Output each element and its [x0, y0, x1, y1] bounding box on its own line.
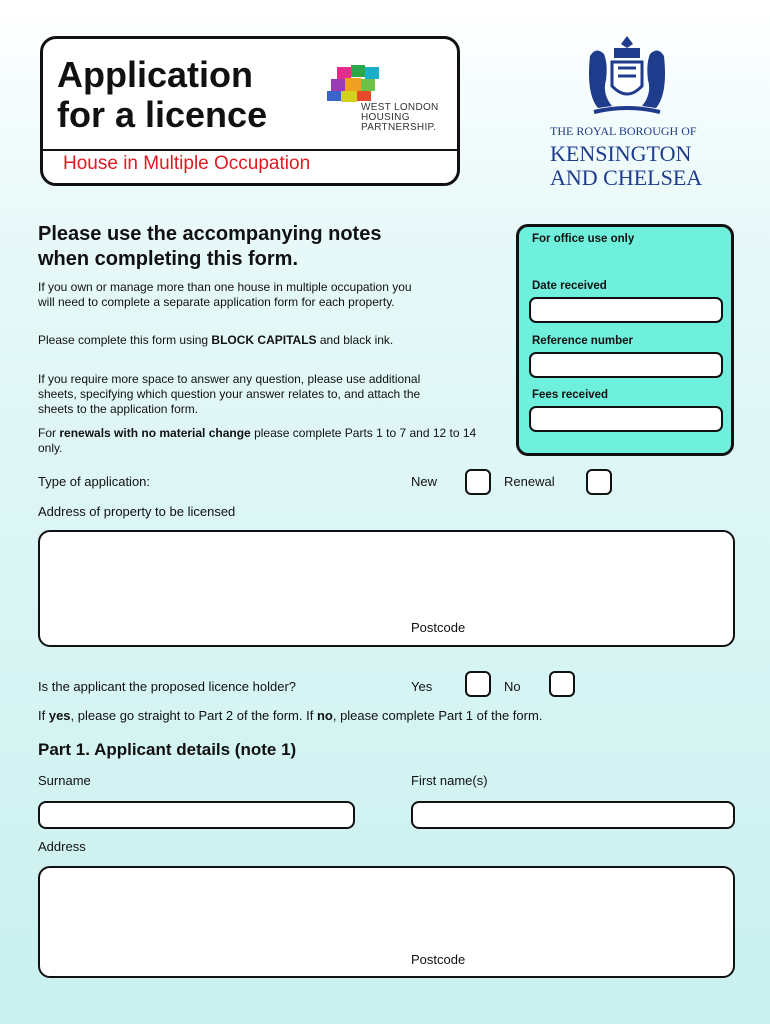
borough-name: KENSINGTON AND CHELSEA: [550, 141, 703, 190]
property-address-field[interactable]: [38, 530, 735, 647]
licence-holder-question: Is the applicant the proposed licence holder?: [38, 679, 297, 694]
wlhp-logo-icon: [325, 63, 395, 107]
first-name-field[interactable]: [411, 801, 735, 829]
renewal-checkbox[interactable]: [586, 469, 612, 495]
date-received-field[interactable]: [529, 297, 723, 323]
new-checkbox[interactable]: [465, 469, 491, 495]
intro-heading: Please use the accompanying notes when completing this form.: [38, 223, 382, 270]
property-address-label: Address of property to be licensed: [38, 504, 236, 519]
intro-paragraph-3: If you require more space to answer any question, please use additional sheets, specifying which question your answer relates to, and attach the sheets to the application form.: [38, 372, 421, 416]
yes-checkbox[interactable]: [465, 671, 491, 697]
reference-number-field[interactable]: [529, 352, 723, 378]
partner-name: WEST LONDON HOUSING PARTNERSHIP.: [361, 102, 439, 133]
fees-received-field[interactable]: [529, 406, 723, 432]
page-subtitle: House in Multiple Occupation: [63, 153, 311, 174]
renewal-label: Renewal: [504, 474, 555, 489]
application-type-label: Type of application:: [38, 474, 151, 489]
intro-paragraph-2: Please complete this form using BLOCK CAPITALS and black ink.: [38, 333, 394, 347]
no-checkbox[interactable]: [549, 671, 575, 697]
fees-received-label: Fees received: [532, 389, 609, 401]
page-title: Application for a licence: [57, 54, 268, 135]
part1-heading: Part 1. Applicant details (note 1): [38, 740, 297, 759]
intro-paragraph-4: For renewals with no material change please complete Parts 1 to 7 and 12 to 14 only.: [38, 426, 477, 455]
office-use-panel: [516, 224, 734, 456]
title-block: [40, 36, 460, 186]
new-label: New: [411, 474, 438, 489]
applicant-address-field[interactable]: [38, 866, 735, 978]
borough-prefix: THE ROYAL BOROUGH OF: [550, 124, 697, 138]
office-use-title: For office use only: [532, 233, 635, 245]
reference-number-label: Reference number: [532, 335, 633, 347]
yes-label: Yes: [411, 679, 433, 694]
surname-label: Surname: [38, 773, 91, 788]
no-label: No: [504, 679, 521, 694]
title-divider: [43, 149, 457, 151]
applicant-postcode-label: Postcode: [411, 952, 466, 967]
surname-field[interactable]: [38, 801, 355, 829]
first-name-label: First name(s): [411, 773, 488, 788]
date-received-label: Date received: [532, 280, 607, 292]
holder-instruction: If yes, please go straight to Part 2 of the form. If no, please complete Part 1 of the form.: [38, 708, 543, 723]
property-postcode-label: Postcode: [411, 620, 466, 635]
applicant-address-label: Address: [38, 839, 86, 854]
intro-paragraph-1: If you own or manage more than one house in multiple occupation you will need to complete a separate application form for each property.: [38, 280, 412, 309]
borough-crest-icon: [584, 32, 670, 118]
